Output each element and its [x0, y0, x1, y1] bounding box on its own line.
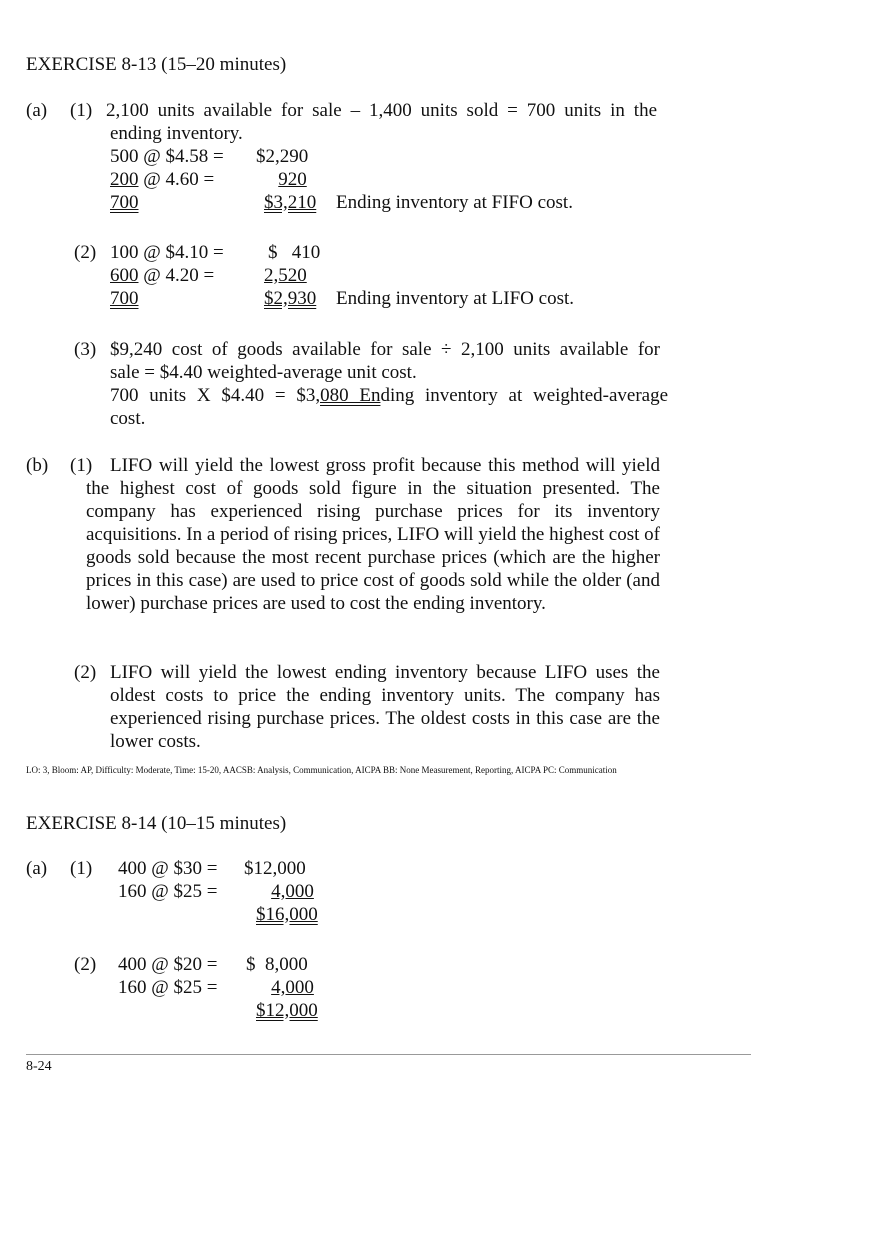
part-b-label: (b): [26, 455, 49, 476]
avg-line3: [110, 384, 668, 407]
avg-line3-part2: ,080 En: [315, 385, 381, 406]
lifo-row2-rest: @ 4.20 =: [143, 265, 215, 286]
item-1-number: (1): [70, 100, 93, 121]
exercise-8-13-title: EXERCISE 8-13 (15–20 minutes): [26, 54, 287, 75]
fifo-row3-qty: 700: [110, 192, 139, 213]
ex14-item-2-number: (2): [74, 954, 97, 975]
ex14-item-1-number: (1): [70, 858, 93, 879]
avg-line2: sale = $4.40 weighted-average unit cost.: [110, 362, 417, 383]
lifo-row2-calc: [110, 264, 214, 287]
page-number: 8-24: [26, 1059, 52, 1074]
avg-line1: $9,240 cost of goods available for sale ÷ 2,100 units available for: [110, 339, 660, 360]
ex14-2-row2-calc: 160 @ $25 =: [118, 977, 218, 998]
fifo-intro-line2: ending inventory.: [110, 123, 243, 144]
fifo-row1-amount: $2,290: [256, 146, 309, 167]
b-item-2-text: LIFO will yield the lowest ending inventory because LIFO uses the oldest costs to price the ending inventory units. The company has experienced rising purchase prices. The oldest costs in this case are the lower costs.: [110, 662, 660, 752]
fifo-row2-qty: 200: [110, 169, 139, 190]
fifo-row2-amount: 920: [278, 169, 307, 190]
fifo-total-amount: $3,210: [264, 192, 317, 213]
part-a-label: (a): [26, 100, 48, 121]
avg-line3-part1: 700 units X $4.40 = $3: [110, 385, 316, 406]
item-3-number: (3): [74, 339, 97, 360]
fifo-row2-calc: [110, 168, 214, 191]
ex14-1-row2-calc: 160 @ $25 =: [118, 881, 218, 902]
avg-line4: cost.: [110, 408, 146, 429]
ex14-2-row2-amount: 4,000: [271, 977, 314, 998]
fifo-total-note: Ending inventory at FIFO cost.: [336, 192, 573, 213]
b-item-2-number: (2): [74, 662, 97, 683]
learning-objective-note: LO: 3, Bloom: AP, Difficulty: Moderate, Time: 15-20, AACSB: Analysis, Communication, AICPA BB: None Measurement, Reporting, AICPA PC: Communication: [26, 765, 617, 775]
fifo-row2-rest: @ 4.60 =: [143, 169, 215, 190]
ex14-part-a-label: (a): [26, 858, 48, 879]
lifo-row3-qty: 700: [110, 288, 139, 309]
lifo-row1-amount: $ 410: [268, 242, 321, 263]
item-2-number: (2): [74, 242, 97, 263]
lifo-total-note: Ending inventory at LIFO cost.: [336, 288, 574, 309]
avg-line3-part3: ding inventory at weighted-average: [380, 385, 669, 406]
lifo-row2-qty: 600: [110, 265, 139, 286]
ex14-1-row1-calc: 400 @ $30 =: [118, 858, 218, 879]
fifo-intro-line1: 2,100 units available for sale – 1,400 units sold = 700 units in the: [106, 100, 657, 121]
lifo-total-amount: $2,930: [264, 288, 317, 309]
ex14-1-total-amount: $16,000: [256, 904, 318, 925]
lifo-row2-amount: 2,520: [264, 265, 307, 286]
ex14-2-row1-calc: 400 @ $20 =: [118, 954, 218, 975]
footer-rule: [26, 1054, 751, 1055]
ex14-2-total-amount: $12,000: [256, 1000, 318, 1021]
exercise-8-14-title: EXERCISE 8-14 (10–15 minutes): [26, 813, 287, 834]
b-item-1-number: (1): [70, 455, 93, 476]
ex14-1-row1-amount: $12,000: [244, 858, 306, 879]
b-item-1-text: LIFO will yield the lowest gross profit because this method will yield the highest cost of goods sold figure in the situation presented. The company has experienced rising purchase prices for its inventory acquisitions. In a period of rising prices, LIFO will yield the highest cost of goods sold because the most recent purchase prices (which are the higher prices in this case) are used to price cost of goods sold while the older (and lower) purchase prices are used to cost the ending inventory.: [86, 455, 660, 614]
lifo-row1-calc: 100 @ $4.10 =: [110, 242, 224, 263]
ex14-1-row2-amount: 4,000: [271, 881, 314, 902]
fifo-row1-calc: 500 @ $4.58 =: [110, 146, 224, 167]
ex14-2-row1-amount: $ 8,000: [246, 954, 308, 975]
